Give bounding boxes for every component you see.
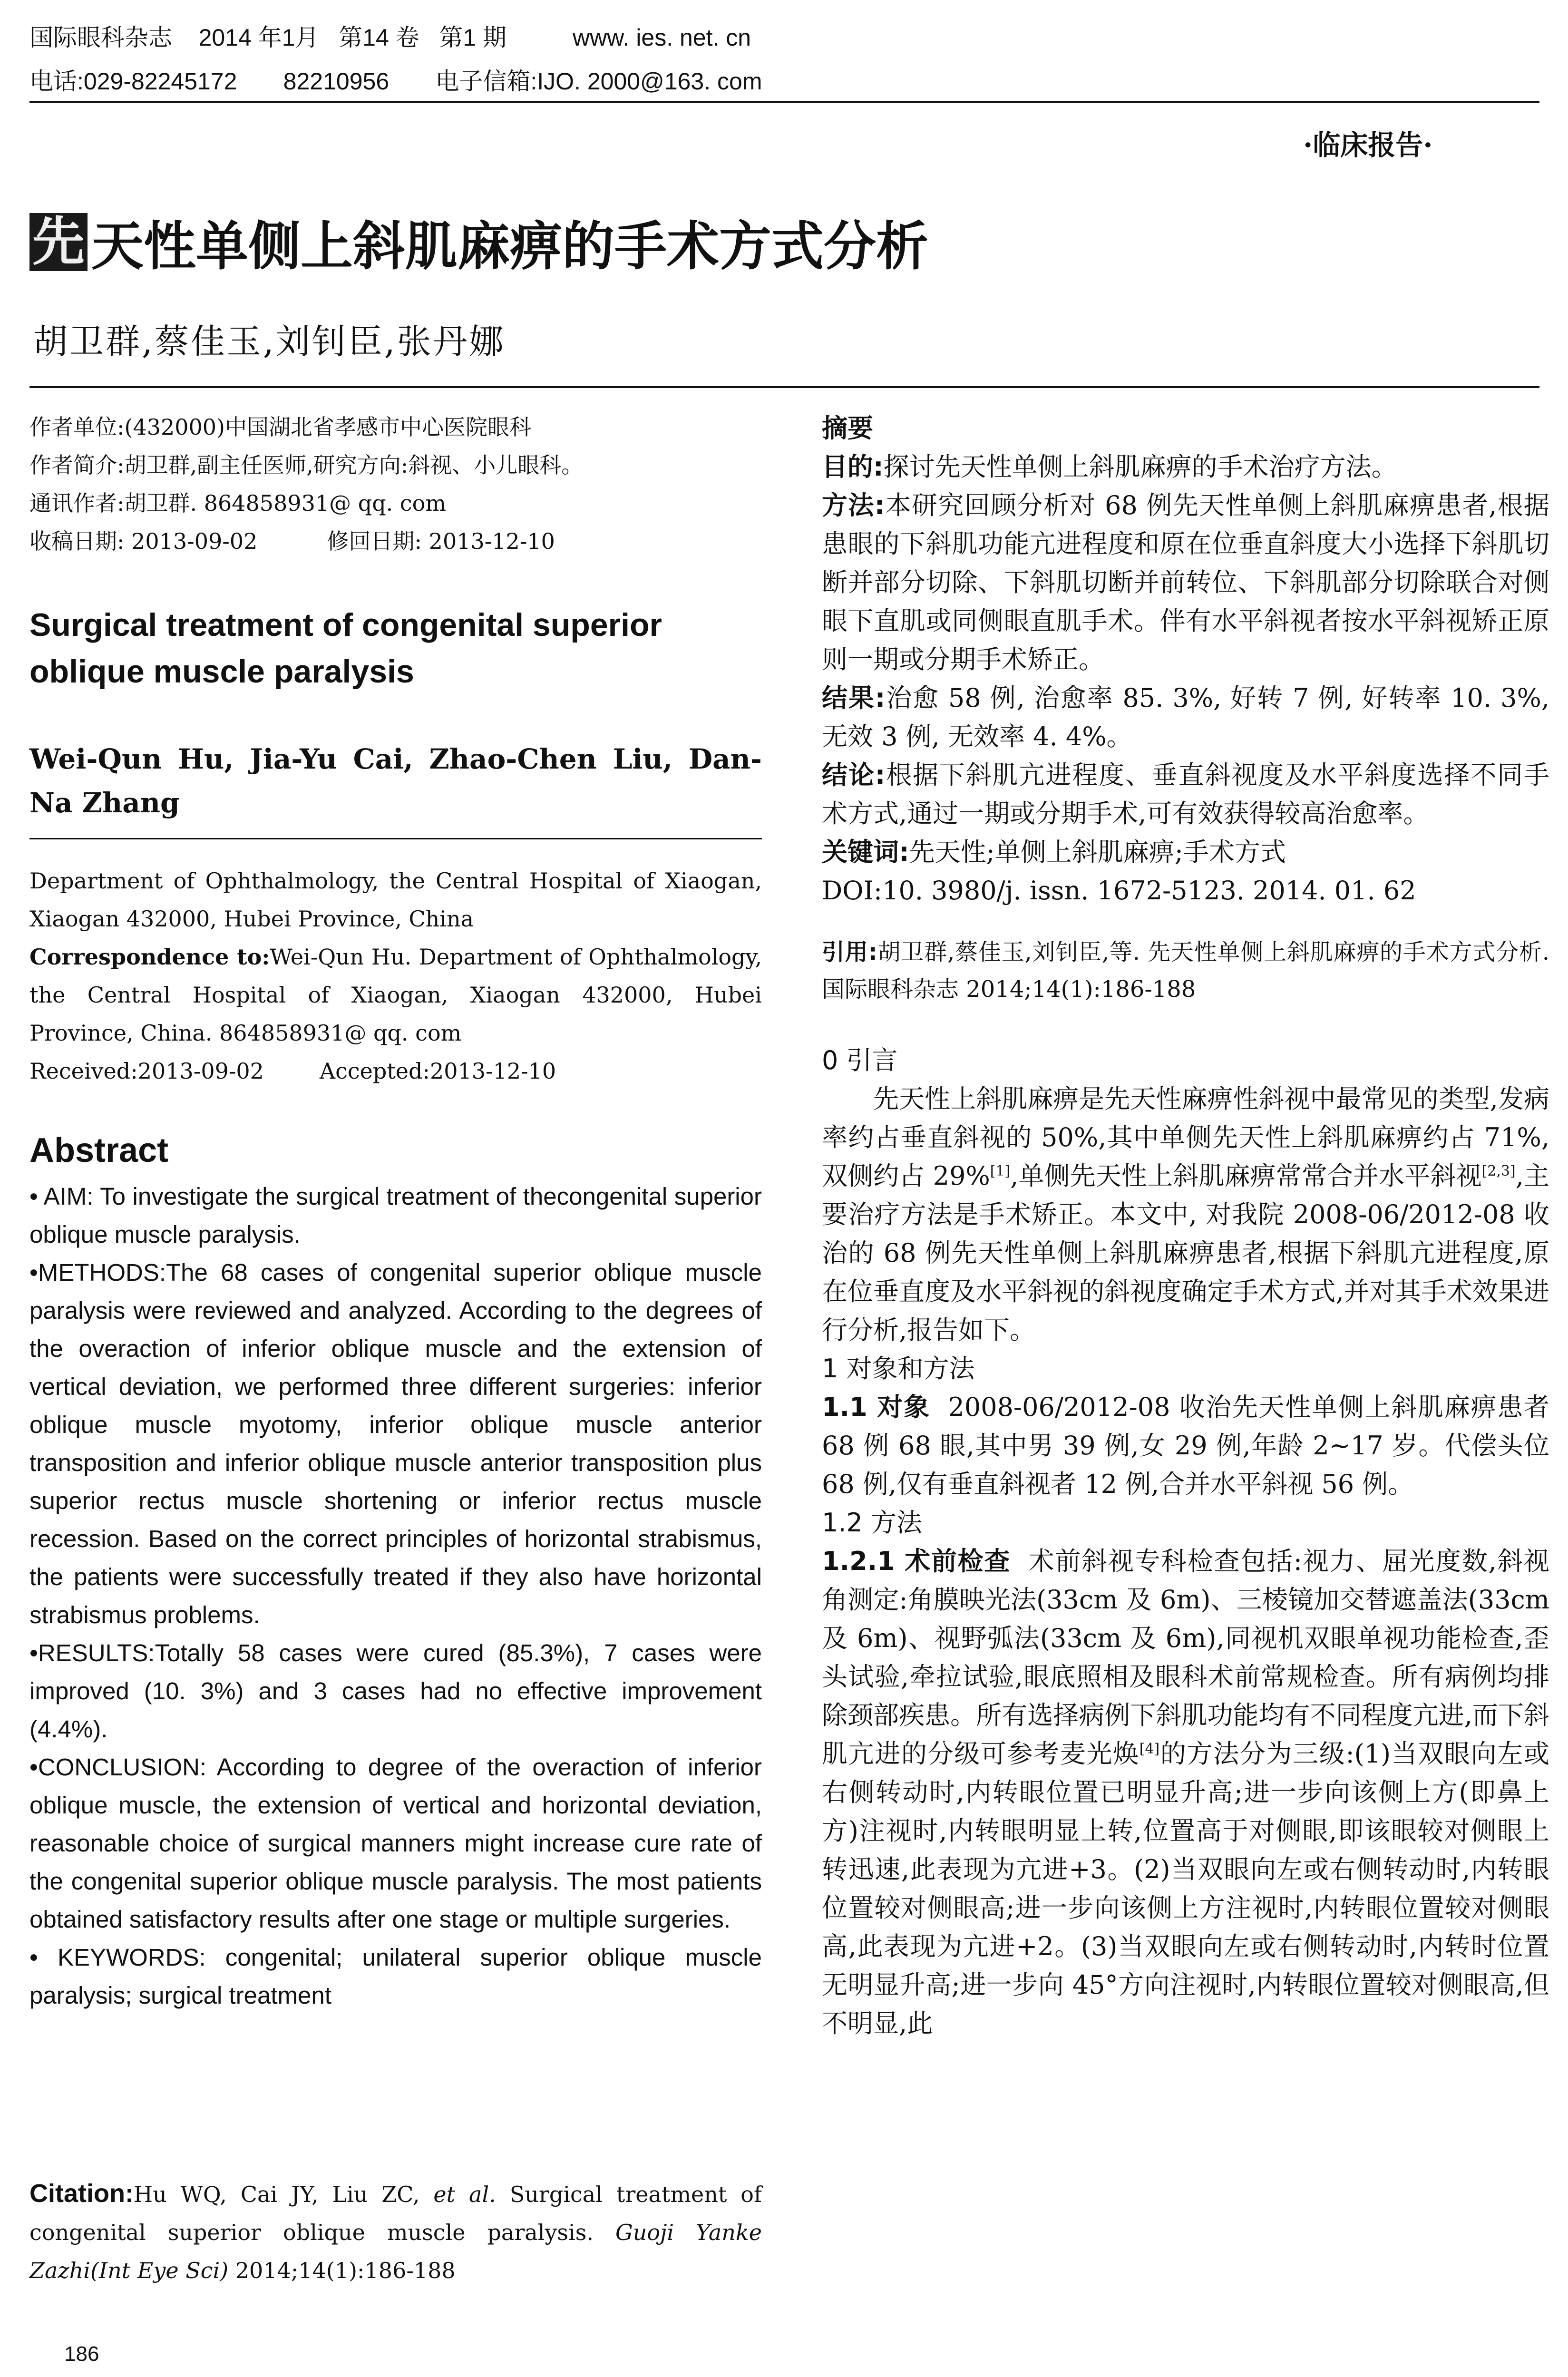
affiliation-cn: 作者单位:(432000)中国湖北省孝感市中心医院眼科: [29, 414, 531, 440]
aim-label-cn: 目的:: [822, 452, 884, 482]
methods-heading: 1 对象和方法: [822, 1354, 975, 1383]
abstract-conclusion: •CONCLUSION: According to degree of the overaction of inferior oblique muscle, the extension of vertical and horizontal deviation, reasonable choice of surgical manners might increase cure rate of the congenital superior oblique muscle paralysis. The most patients obtained satisfactory results after one stage or multiple surgeries.: [29, 1754, 762, 1933]
intro-ref1: [1]: [990, 1163, 1011, 1179]
s121-text-a: 术前斜视专科检查包括:视力、屈光度数,斜视角测定:角膜映光法(33cm 及 6m)、三棱镜加交替遮盖法(33cm 及 6m)、视野弧法(33cm 及 6m),同视机双眼单视功能检查,歪头试验,牵拉试验,眼底照相及眼科术前常规检查。所有病例均排除颈部疾患。所有选择病例下斜肌功能均有不同程度亢进,而下斜肌亢进的分级可参考麦光焕: [822, 1546, 1558, 1769]
article-title: [29, 205, 928, 280]
title-first-char: 先: [29, 213, 88, 271]
s121-text-b: 的方法分为三级:(1)当双眼向左或右侧转动时,内转眼位置已明显升高;进一步向该侧上方(即鼻上方)注视时,内转眼明显上转,位置高于对侧眼,即该眼较对侧眼上转迅速,此表现为亢进+3。(2)当双眼向左或右侧转动时,内转眼位置较对侧眼高;进一步向该侧上方注视时,内转眼位置较对侧眼高,此表现为亢进+2。(3)当双眼向左或右侧转动时,内转时位置无明显升高;进一步向 45°方向注视时,内转眼位置较对侧眼高,但不明显,此: [822, 1739, 1550, 2038]
abstract-heading: Abstract: [29, 1131, 169, 1169]
title-rule: [29, 386, 1539, 388]
conclusion-cn: 根据下斜肌亢进程度、垂直斜视度及水平斜度选择不同手术方式,通过一期或分期手术,可有效获得较高治愈率。: [822, 760, 1549, 828]
column-tag: ·临床报告·: [1303, 129, 1433, 161]
dates-cn: 收稿日期: 2013-09-02 修回日期: 2013-12-10: [29, 528, 555, 554]
aim-cn: 探讨先天性单侧上斜肌麻痹的手术治疗方法。: [883, 452, 1397, 482]
english-title: Surgical treatment of congenital superior oblique muscle paralysis: [29, 607, 662, 690]
authors-rule: [29, 838, 762, 839]
citation-label: Citation:: [29, 2179, 134, 2208]
page-number: 186: [64, 2342, 99, 2366]
right-column: [822, 409, 1558, 2043]
citation-en: [29, 2174, 762, 2289]
s121-label: 1.2.1 术前检查: [822, 1546, 1011, 1576]
citation-cn-text: 胡卫群,蔡佳玉,刘钊臣,等. 先天性单侧上斜肌麻痹的手术方式分析. 国际眼科杂志 2014;14(1):186-188: [822, 939, 1549, 1003]
correspondence-label: Correspondence to:: [29, 944, 270, 970]
header-rule: [29, 101, 1539, 103]
citation-journal: Guoji Yanke Zazhi(Int Eye Sci): [29, 2220, 762, 2283]
abstract-results: •RESULTS:Totally 58 cases were cured (85.3%), 7 cases were improved (10. 3%) and 3 cases had no effective improvement (4.4%).: [29, 1639, 762, 1743]
s11-text: 2008-06/2012-08 收治先天性单侧上斜肌麻痹患者 68 例 68 眼,其中男 39 例,女 29 例,年龄 2~17 岁。代偿头位 68 例,仅有垂直斜视者 12 例,合并水平斜视 56 例。: [822, 1392, 1558, 1499]
intro-p1b: ,单侧先天性上斜肌麻痹常常合并水平斜视: [1010, 1161, 1482, 1191]
citation-volume: 2014;14(1):186-188: [235, 2258, 456, 2283]
abstract-cn-heading: 摘要: [822, 413, 873, 443]
intro-p1c: ,主要治疗方法是手术矫正。本文中, 对我院 2008-06/2012-08 收治的 68 例先天性单侧上斜肌麻痹患者,根据下斜肌亢进程度,原在位垂直度及水平斜视的斜视度确定手术方式,并对其手术效果进行分析,报告如下。: [822, 1161, 1549, 1345]
keywords-cn: 先天性;单侧上斜肌麻痹;手术方式: [909, 837, 1286, 867]
english-authors: Wei-Qun Hu, Jia-Yu Cai, Zhao-Chen Liu, Dan-Na Zhang: [29, 743, 762, 819]
abstract-keywords: • KEYWORDS: congenital; unilateral superior oblique muscle paralysis; surgical treatment: [29, 1944, 762, 2009]
intro-p1a: 先天性上斜肌麻痹是先天性麻痹性斜视中最常见的类型,发病率约占垂直斜视的 50%,其中单侧先天性上斜肌麻痹约占 71%,双侧约占 29%: [822, 1084, 1549, 1191]
result-label-cn: 结果:: [822, 683, 886, 713]
result-cn: 治愈 58 例, 治愈率 85. 3%, 好转 7 例, 好转率 10. 3%, 无效 3 例, 无效率 4. 4%。: [822, 683, 1549, 751]
doi: DOI:10. 3980/j. issn. 1672-5123. 2014. 01. 62: [822, 876, 1416, 906]
intro-heading: 0 引言: [822, 1045, 898, 1075]
s12-label: 1.2 方法: [822, 1508, 923, 1538]
citation-etal: et al.: [433, 2182, 496, 2207]
department-block: [29, 862, 762, 1090]
received-accepted: Received:2013-09-02 Accepted:2013-12-10: [29, 1058, 556, 1084]
citation-title: Surgical treatment of congenital superior oblique muscle paralysis.: [29, 2182, 762, 2245]
authors-cn: 胡卫群,蔡佳玉,刘钊臣,张丹娜: [33, 321, 506, 361]
title-rest: 天性单侧上斜肌麻痹的手术方式分析: [91, 217, 928, 276]
intro-ref2: [2,3]: [1481, 1163, 1516, 1179]
correspondence-text: Wei-Qun Hu. Department of Ophthalmology, the Central Hospital of Xiaogan, Xiaogan 432000, Hubei Province, China. 864858931@ qq. com: [29, 944, 762, 1046]
department-affiliation: Department of Ophthalmology, the Central Hospital of Xiaogan, Xiaogan 432000, Hubei Province, China: [29, 868, 762, 932]
abstract-en-body: [29, 1178, 762, 2015]
running-header-line1: 国际眼科杂志 2014 年1月 第14 卷 第1 期 www. ies. net. cn: [29, 24, 751, 51]
keywords-label-cn: 关键词:: [822, 837, 909, 867]
bio-cn: 作者简介:胡卫群,副主任医师,研究方向:斜视、小儿眼科。: [29, 452, 584, 478]
abstract-methods: •METHODS:The 68 cases of congenital superior oblique muscle paralysis were reviewed and analyzed. According to the degrees of the overaction of inferior oblique muscle and the extension of vertical deviation, we performed three different surgeries: inferior oblique muscle myotomy, inferior oblique muscle anterior transposition and inferior oblique muscle anterior transposition plus superior rectus muscle shortening or inferior rectus muscle recession. Based on the correct principles of horizontal strabismus, the patients were successfully treated if they also have horizontal strabismus problems.: [29, 1259, 762, 1628]
s121-ref4: [4]: [1139, 1741, 1160, 1757]
correspondence-cn: 通讯作者:胡卫群. 864858931@ qq. com: [29, 490, 446, 516]
citation-authors: Hu WQ, Cai JY, Liu ZC,: [133, 2182, 420, 2207]
author-meta: [29, 408, 762, 560]
method-cn: 本研究回顾分析对 68 例先天性单侧上斜肌麻痹患者,根据患眼的下斜肌功能亢进程度和原在位垂直斜度大小选择下斜肌切断并部分切除、下斜肌切断并前转位、下斜肌部分切除联合对侧眼下直肌或同侧眼直肌手术。伴有水平斜视者按水平斜视矫正原则一期或分期手术矫正。: [822, 490, 1549, 674]
abstract-aim: • AIM: To investigate the surgical treatment of thecongenital superior oblique muscle paralysis.: [29, 1183, 762, 1248]
method-label-cn: 方法:: [822, 490, 885, 520]
citation-cn-label: 引用:: [822, 939, 877, 965]
conclusion-label-cn: 结论:: [822, 760, 886, 790]
running-header-line2: 电话:029-82245172 82210956 电子信箱:IJO. 2000@163. com: [29, 68, 762, 95]
s11-label: 1.1 对象: [822, 1392, 930, 1422]
